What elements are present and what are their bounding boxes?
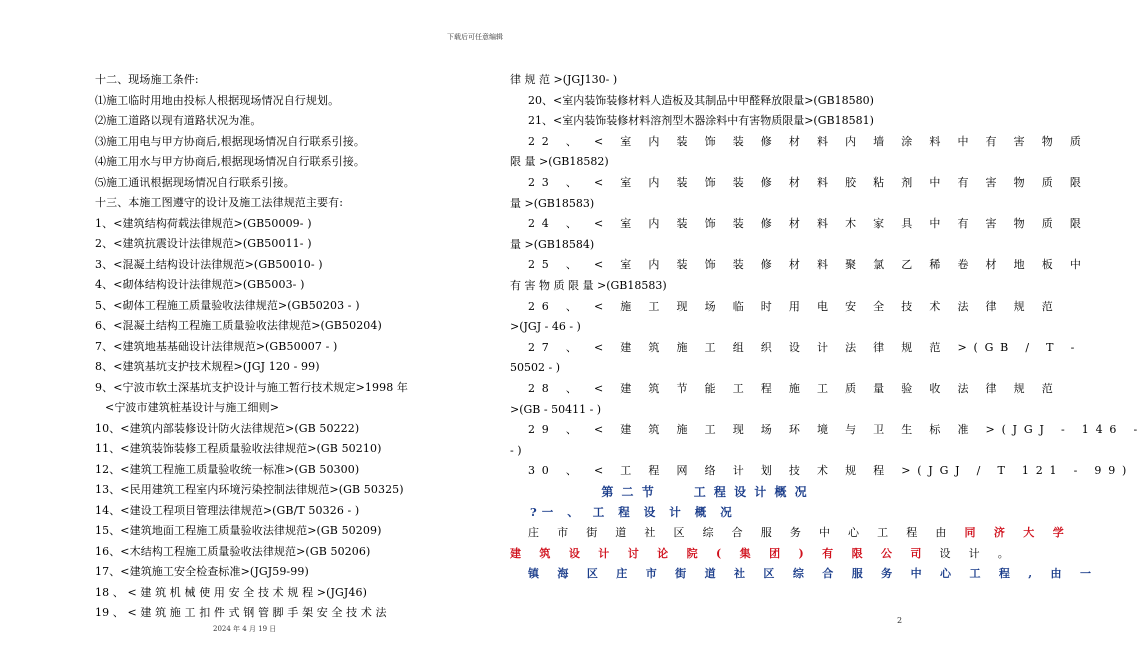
list-item: 7、<建筑地基基础设计法律规范>(GB50007 - ) [95, 339, 338, 353]
list-item: >(GB - 50411 - ) [510, 402, 602, 416]
list-item: 21、<室内装饰装修材料溶剂型木器涂料中有害物质限量>(GB18581) [528, 114, 874, 128]
list-item: 有 害 物 质 限 量 >(GB18583) [510, 278, 667, 292]
list-item: 9、<宁波市软土深基坑支护设计与施工暂行技术规定>1998 年 [95, 380, 409, 394]
designer-name-part: 同 济 大 学 [964, 526, 1072, 540]
list-item: 6、<混凝土结构工程施工质量验收法律规范>(GB50204) [95, 319, 382, 332]
list-item: 2、<建筑抗震设计法律规范>(GB50011- ) [95, 237, 312, 250]
designer-name-part: 建 筑 设 计 讨 论 院 ( 集 团 ) 有 限 公 司 [510, 546, 929, 560]
right-column [510, 70, 1144, 585]
paragraph-line: 镇 海 区 庄 市 街 道 社 区 综 合 服 务 中 心 工 程 , 由 一 [528, 567, 1099, 581]
list-item: ⑵施工道路以现有道路状况为准。 [95, 114, 262, 127]
paragraph-text: 庄 市 街 道 社 区 综 合 服 务 中 心 工 程 由 [528, 526, 965, 540]
list-item: 律 规 范 >(JGJ130- ) [510, 73, 618, 86]
list-item: 30 、 < 工 程 网 络 计 划 技 术 规 程 >(JGJ / T 121 - 99) [528, 464, 1134, 478]
list-item: ⑶施工用电与甲方协商后,根据现场情况自行联系引接。 [95, 134, 365, 148]
list-item: 19 、 < 建 筑 施 工 扣 件 式 钢 管 脚 手 架 安 全 技 术 法 [95, 606, 387, 619]
footer-date: 2024 年 4 月 19 日 [213, 625, 277, 633]
list-item: 23 、 < 室 内 装 饰 装 修 材 料 胶 粘 剂 中 有 害 物 质 限 [528, 175, 1088, 189]
section-heading: 工 程 设 计 概 况 [693, 484, 809, 499]
list-item: 十二、现场施工条件: [95, 73, 199, 86]
list-item: 3、<混凝土结构设计法律规范>(GB50010- ) [95, 257, 323, 271]
list-item: 18 、 < 建 筑 机 械 使 用 安 全 技 术 规 程 >(JGJ46) [95, 585, 367, 599]
list-item: 50502 - ) [510, 361, 560, 375]
list-item: 28 、 < 建 筑 节 能 工 程 施 工 质 量 验 收 法 律 规 范 [528, 381, 1060, 395]
list-item: 26 、 < 施 工 现 场 临 时 用 电 安 全 技 术 法 律 规 范 [528, 299, 1060, 313]
list-item: 15、<建筑地面工程施工质量验收法律规范>(GB 50209) [95, 524, 382, 537]
list-item: ⑷施工用水与甲方协商后,根据现场情况自行联系引接。 [95, 155, 365, 168]
list-item: 24 、 < 室 内 装 饰 装 修 材 料 木 家 具 中 有 害 物 质 限 [528, 217, 1088, 231]
list-item: ⑴施工临时用地由投标人根据现场情况自行规划。 [95, 93, 340, 107]
list-item: 16、<木结构工程施工质量验收法律规范>(GB 50206) [95, 544, 371, 558]
list-item: 5、<砌体工程施工质量验收法律规范>(GB50203 - ) [95, 298, 360, 312]
list-item: 25 、 < 室 内 装 饰 装 修 材 料 聚 氯 乙 稀 卷 材 地 板 中 [528, 258, 1088, 272]
list-item: 29 、 < 建 筑 施 工 现 场 环 境 与 卫 生 标 准 >(JGJ - 146 - [528, 423, 1144, 437]
list-item: 10、<建筑内部装修设计防火法律规范>(GB 50222) [95, 421, 360, 435]
list-item: 27 、 < 建 筑 施 工 组 织 设 计 法 律 规 范 >(GB / T - [528, 340, 1082, 354]
list-item: 量 >(GB18584) [510, 237, 595, 251]
paragraph-text: 设 计 。 [928, 546, 1017, 560]
list-item: 20、<室内装饰装修材料人造板及其制品中甲醛释放限量>(GB18580) [528, 93, 874, 107]
subsection-title: ?一 、 工 程 设 计 概 况 [530, 505, 737, 520]
list-item: 量 >(GB18583) [510, 196, 595, 210]
page-header: 下载后可任意编辑 [447, 33, 503, 41]
list-item: 8、<建筑基坑支护技术规程>(JGJ 120 - 99) [95, 360, 320, 373]
section-number: 第 二 节 [601, 484, 656, 499]
list-item: - ) [510, 443, 522, 457]
list-item: 14、<建设工程项目管理法律规范>(GB/T 50326 - ) [95, 503, 360, 517]
list-item: 12、<建筑工程施工质量验收统一标准>(GB 50300) [95, 462, 360, 476]
list-item: <宁波市建筑桩基设计与施工细则> [105, 401, 280, 414]
list-item: >(JGJ - 46 - ) [510, 320, 581, 334]
left-column [95, 70, 490, 624]
list-item: ⑸施工通讯根据现场情况自行联系引接。 [95, 175, 295, 189]
list-item: 17、<建筑施工安全检查标准>(JGJ59-99) [95, 565, 309, 578]
list-item: 13、<民用建筑工程室内环境污染控制法律规范>(GB 50325) [95, 483, 404, 496]
section-title [510, 482, 900, 503]
list-item: 4、<砌体结构设计法律规范>(GB5003- ) [95, 278, 305, 291]
page-number: 2 [897, 616, 903, 625]
list-item: 限 量 >(GB18582) [510, 155, 609, 169]
paragraph-line [510, 544, 1017, 565]
list-item: 22 、 < 室 内 装 饰 装 修 材 料 内 墙 涂 料 中 有 害 物 质 [528, 134, 1088, 148]
list-item: 11、<建筑装饰装修工程质量验收法律规范>(GB 50210) [95, 442, 382, 455]
list-item: 十三、本施工图遵守的设计及施工法律规范主要有: [95, 196, 344, 209]
paragraph-line [510, 523, 1072, 544]
list-item: 1、<建筑结构荷载法律规范>(GB50009- ) [95, 216, 312, 230]
